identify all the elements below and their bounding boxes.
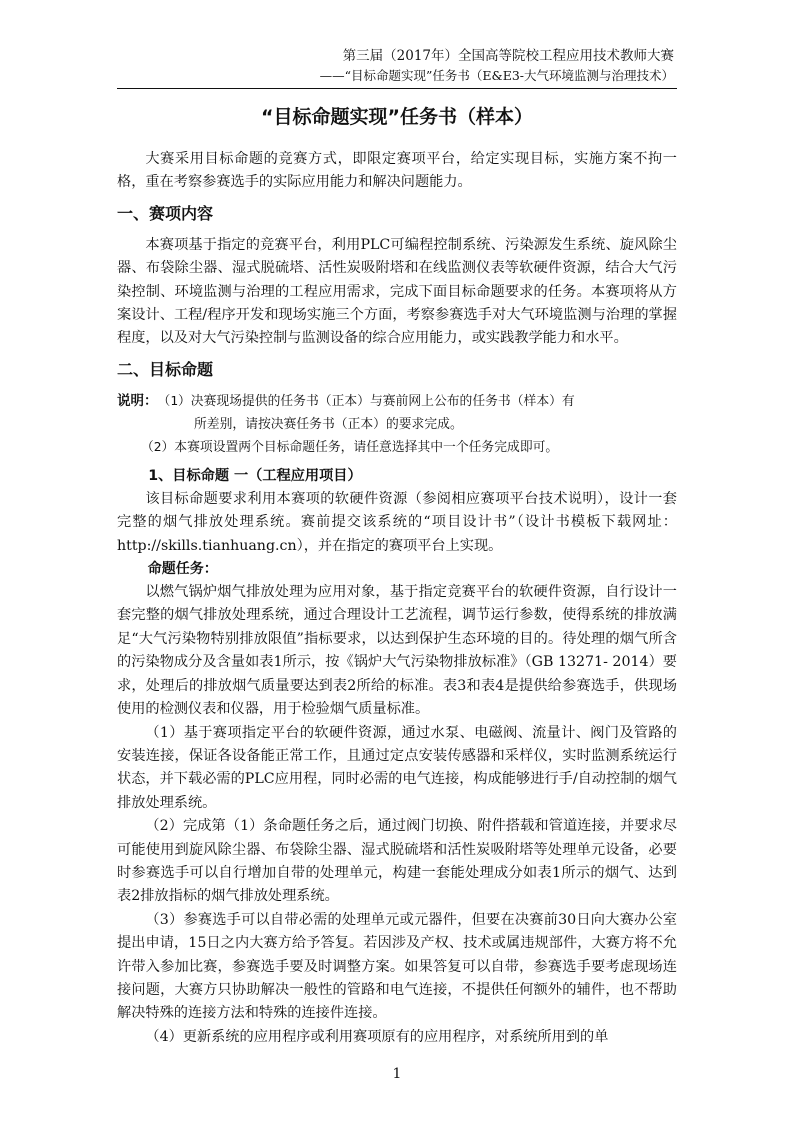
note-row-1	[117, 390, 677, 413]
task-item-4: （4）更新系统的应用程序或利用赛项原有的应用程序，对系统所用到的单	[145, 1028, 609, 1045]
page-number: 1	[392, 1066, 402, 1082]
topic-1-intro: 该目标命题要求利用本赛项的软硬件资源（参阅相应赛项平台技术说明），设计一套完整的烟气排放处理系统。赛前提交该系统的“项目设计书”（设计书模板下载网址：http://skills.tianhuang.cn），并在指定的赛项平台上实现。	[117, 490, 677, 554]
task-paragraph: 以燃气锅炉烟气排放处理为应用对象，基于指定竞赛平台的软硬件资源，自行设计一套完整的烟气排放处理系统，通过合理设计工艺流程，调节运行参数，使得系统的排放满足“大气污染物特别排放限值”指标要求，以达到保护生态环境的目的。待处理的烟气所含的污染物成分及含量如表1所示，按《锅炉大气污染物排放标准》（GB 13271- 2014）要求，处理后的排放烟气质量要达到表2所给的标准。表3和表4是提供给参赛选手，供现场使用的检测仪表和仪器，用于检验烟气质量标准。	[117, 584, 677, 718]
running-header-subtitle: ——“目标命题实现”任务书（E&E3-大气环境监测与治理技术）	[319, 68, 674, 83]
note-2-text: （2）本赛项设置两个目标命题任务，请任意选择其中一个任务完成即可。	[141, 439, 559, 455]
section-heading-topics: 二、目标命题	[117, 359, 214, 379]
section-heading-content: 一、赛项内容	[117, 203, 214, 223]
note-1-continuation: 所差别，请按决赛任务书（正本）的要求完成。	[194, 416, 463, 432]
document-body	[117, 148, 677, 1049]
section-content-paragraph: 本赛项基于指定的竞赛平台，利用PLC可编程控制系统、污染源发生系统、旋风除尘器、布袋除尘器、湿式脱硫塔、活性炭吸附塔和在线监测仪表等软硬件资源，结合大气污染控制、环境监测与治理的工程应用需求，完成下面目标命题要求的任务。本赛项将从方案设计、工程/程序开发和现场实施三个方面，考察参赛选手对大气环境监测与治理的掌握程度，以及对大气污染控制与监测设备的综合应用能力，或实践教学能力和水平。	[117, 236, 677, 347]
note-label: 说明：	[117, 392, 158, 409]
intro-paragraph: 大赛采用目标命题的竞赛方式，即限定赛项平台，给定实现目标，实施方案不拘一格，重在考察参赛选手的实际应用能力和解决问题能力。	[117, 151, 677, 191]
task-item-3: （3）参赛选手可以自带必需的处理单元或元器件，但要在决赛前30日向大赛办公室提出申请，15日之内大赛方给予答复。若因涉及产权、技术或属违规部件，大赛方将不允许带入参加比赛，参赛选手要及时调整方案。如果答复可以自带，参赛选手要考虑现场连接问题，大赛方只协助解决一般性的管路和电气连接，不提供任何额外的辅件，也不帮助解决特殊的连接方法和特殊的连接件连接。	[117, 911, 677, 1022]
task-label: 命题任务：	[147, 561, 218, 578]
topic-1-heading: 1、目标命题 一（工程应用项目）	[148, 467, 362, 484]
note-1-text: （1）决赛现场提供的任务书（正本）与赛前网上公布的任务书（样本）有	[157, 393, 575, 409]
running-header-title: 第三届（2017年）全国高等院校工程应用技术教师大赛	[342, 48, 674, 64]
header-rule	[117, 88, 677, 89]
notes-block	[117, 390, 677, 459]
task-item-2: （2）完成第（1）条命题任务之后，通过阀门切换、附件搭载和管道连接，并要求尽可能使用到旋风除尘器、布袋除尘器、湿式脱硫塔和活性炭吸附塔等处理单元设备，必要时参赛选手可以自行增加自带的处理单元，构建一套能处理成分如表1所示的烟气、达到表2排放指标的烟气排放处理系统。	[117, 818, 677, 905]
task-item-1: （1）基于赛项指定平台的软硬件资源，通过水泵、电磁阀、流量计、阀门及管路的安装连接，保证各设备能正常工作，且通过定点安装传感器和采样仪，实时监测系统运行状态，并下载必需的PLC应用程，同时必需的电气连接，构成能够进行手/自动控制的烟气排放处理系统。	[117, 724, 677, 811]
page-title: “目标命题实现”任务书（样本）	[261, 106, 533, 128]
